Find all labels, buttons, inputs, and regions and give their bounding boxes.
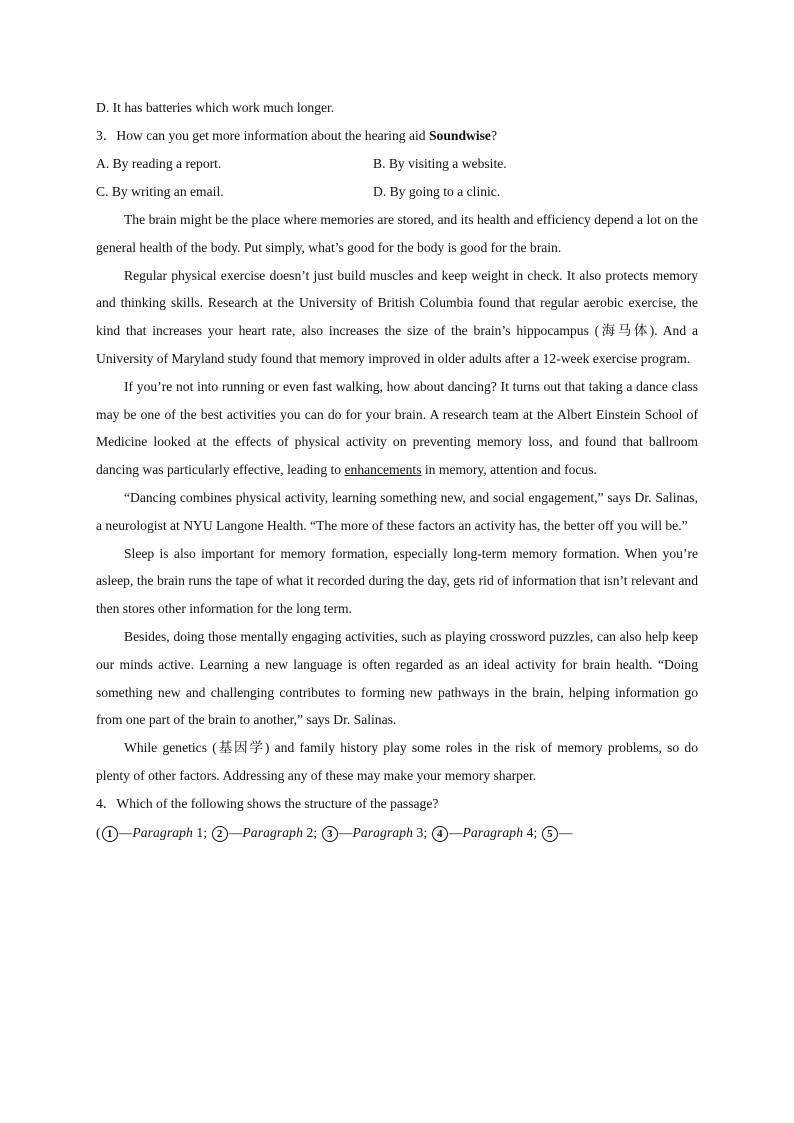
passage-paragraph-3 [96,373,698,484]
q3-option-c: C. By writing an email. [96,184,224,199]
q3-option-a: A. By reading a report. [96,156,222,171]
passage-paragraph-1: The brain might be the place where memories are stored, and its health and efficiency depend a lot on the general health of the body. Put simply, what’s good for the body is good for the brain. [96,212,698,255]
passage-paragraph-6: Besides, doing those mentally engaging activities, such as playing crossword puzzles, can also help keep our minds active. Learning a new language is often regarded as an ideal activity for brain health. “Doing something new and challenging contributes to forming new pathways in the brain, helping information go from one part of the brain to another,” says Dr. Salinas. [96,628,698,728]
q3-option-d: D. By going to a clinic. [373,184,501,199]
paragraph-number: 3; [413,824,431,840]
circled-number-1: 1 [102,826,118,842]
q3-stem [96,122,698,150]
paragraph-number: 2; [302,824,321,840]
q4-stem: 4．Which of the following shows the structure of the passage? [96,795,439,811]
q3-options-row-2 [96,178,698,206]
dash: — [558,824,573,840]
paragraph-3-tail: in memory, attention and focus. [421,462,597,478]
q4-structure-line [96,818,698,848]
q3-option-b: B. By visiting a website. [373,156,507,171]
document-body [96,94,698,848]
dash: — [448,824,463,840]
passage-paragraph-4: “Dancing combines physical activity, learning something new, and social engagement,” says Dr. Salinas, a neurologist at NYU Langone Health. “The more of these factors an activity has, the better off you will be.” [96,489,698,533]
dash: — [118,824,133,840]
paragraph-label: Paragraph [132,824,193,840]
circled-number-3: 3 [322,826,338,842]
open-paren: ( [96,824,101,840]
q3-options-row-1 [96,150,698,178]
dash: — [338,824,353,840]
dash: — [228,824,243,840]
q3-stem-end: ? [490,128,497,143]
passage-paragraph-5: Sleep is also important for memory formation, especially long-term memory formation. When you’re asleep, the brain runs the tape of what it recorded during the day, gets rid of information that isn’t relevant and then stores other information for the long term. [96,545,698,617]
underlined-word: enhancements [344,462,422,478]
paragraph-label: Paragraph [462,824,524,840]
q3-product-name: Soundwise [428,128,491,143]
paragraph-label: Paragraph [352,824,414,840]
circled-number-2: 2 [212,826,228,842]
paragraph-number: 4; [523,824,541,840]
paragraph-number: 1; [192,824,211,840]
circled-number-5: 5 [542,826,558,842]
passage-paragraph-2: Regular physical exercise doesn’t just build muscles and keep weight in check. It also protects memory and thinking skills. Research at the University of British Columbia found that regular aerobic exercise, the kind that increases your heart rate, also increases the size of the brain’s hippocampus (海马体). And a University of Maryland study found that memory improved in older adults after a 12-week exercise program. [96,267,698,366]
paragraph-3-text: If you’re not into running or even fast walking, how about dancing? It turns out that taking a dance class may be one of the best activities you can do for your brain. A research team at the Albert Einstein School of Medicine looked at the effects of physical activity on preventing memory loss, and found that ballroom dancing was particularly effective, leading to [96,378,698,478]
circled-number-4: 4 [432,826,448,842]
paragraph-label: Paragraph [242,824,303,840]
passage-paragraph-7: While genetics (基因学) and family history play some roles in the risk of memory problems, so do plenty of other factors. Addressing any of these may make your memory sharper. [96,740,698,783]
q3-stem-text: 3．How can you get more information about the hearing aid [96,128,429,143]
q2-option-d: D. It has batteries which work much longer. [96,100,335,115]
